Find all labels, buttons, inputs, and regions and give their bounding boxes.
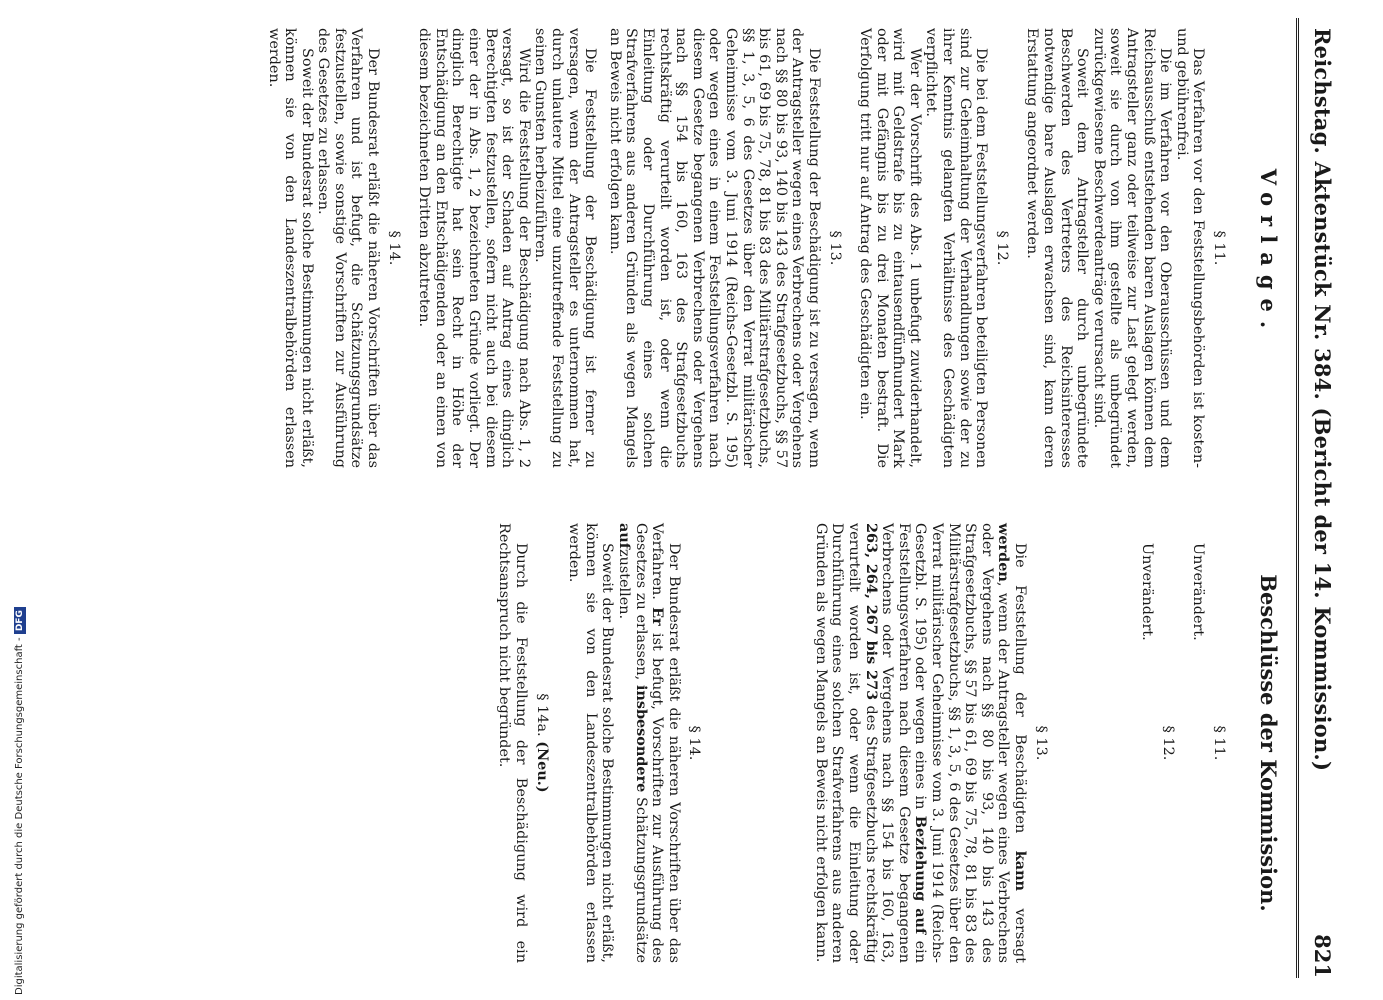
paragraph: Soweit dem Antragsteller durch unbegründete Beschwerden des Vertreters des Reichsinteresses notwendige bare Auslagen erwachsen sind, kann deren Erstattung angeordnet werden.	[1024, 28, 1091, 468]
paragraph: Wird die Feststellung der Beschädigung nach Abs. 1, 2 versagt, so ist der Schaden auf Antrag eines dinglich Berechtigten festzustellen, sofern nicht auch bei diesem einer der in Abs. 1, 2 bezeichneten Gründe vorliegt. Der dinglich Berechtigte hat sein Recht in Höhe der Entschädigung an den Entschädigenden oder an einen von diesem bezeichneten Dritten abzutreten.	[416, 28, 532, 468]
left-column-heading: Vorlage.	[1256, 168, 1281, 338]
section-title: § 12.	[1159, 725, 1176, 761]
digitization-credit	[14, 603, 26, 995]
paragraph: Die Feststellung der Beschädigung ist ferner zu versagen, wenn der Antragsteller es unternommen hat, durch unlautere Mittel eine unzutreffende Feststellung zu seinen Gunsten herbeizuführen.	[532, 28, 599, 468]
section-title: § 14.	[686, 725, 703, 761]
page-number: 821	[1310, 934, 1335, 978]
credit-text: Digitalisierung gefördert durch die Deutsche Forschungsgemeinschaft -	[14, 637, 25, 995]
paragraph: Die im Verfahren vor den Oberausschüssen und dem Reichsausschuß entstehenden baren Auslagen können dem Antragsteller ganz oder teilweise zur Last gelegt werden, soweit sie durch von ihm gestellte als unbegründet zurückgewiesene Beschwerdeanträge verursacht sind.	[1090, 28, 1174, 468]
header-title: Reichstag. Aktenstück Nr. 384. (Bericht der 14. Kommission.)	[1310, 28, 1335, 772]
section-title: § 13.	[1032, 725, 1049, 761]
paragraph: Der Bundesrat erläßt die näheren Vorschriften über das Verfahren und ist befugt, die Schätzungsgrundsätze festzustellen, sowie sonstige Vorschriften zur Ausführung des Gesetzes zu erlassen.	[315, 28, 382, 468]
section-title: § 11.	[1211, 725, 1227, 761]
paragraph: Die bei dem Feststellungsverfahren beteiligten Personen sind zur Geheimhaltung der Verhandlungen sowie der zu ihrer Kenntnis gelangten Verhältnisse des Geschädigten verpflichtet.	[923, 28, 990, 468]
section-title: § 14.	[385, 230, 402, 266]
left-column-vorlage	[251, 28, 1235, 468]
paragraph: Der Bundesrat erläßt die näheren Vorschriften über das Verfahren. Er ist befugt, Vorschriften zur Ausführung des Gesetzes zu erlassen, insbesondere Schätzungsgrundsätze aufzustellen.	[615, 523, 682, 963]
section-title: § 12.	[993, 230, 1010, 266]
paragraph: Das Verfahren vor den Feststellungsbehörden ist kosten- und gebührenfrei.	[1173, 28, 1207, 468]
paragraph: Wer der Vorschrift des Abs. 1 unbefugt zuwiderhandelt, wird mit Geldstrafe bis zu eintausendfünfhundert Mark oder mit Gefängnis bis zu drei Monaten bestraft. Die Verfolgung tritt nur auf Antrag des Geschädigten ein.	[857, 28, 923, 468]
right-column-beschluesse	[482, 523, 1235, 963]
paragraph: Soweit der Bundesrat solche Bestimmungen nicht erläßt, können sie von den Landeszentralbehörden erlassen werden.	[566, 523, 616, 963]
section-title: § 14a. (Neu.)	[533, 693, 551, 793]
dfg-logo: DFG	[14, 607, 26, 634]
paragraph: Unverändert.	[1190, 543, 1207, 641]
paragraph: Durch die Feststellung der Beschädigung wird ein Rechtsanspruch nicht begründet.	[496, 523, 529, 963]
section-title: § 11.	[1211, 230, 1227, 266]
header-rule	[1296, 18, 1299, 978]
page-header	[1299, 28, 1335, 978]
paragraph: Unverändert.	[1139, 543, 1156, 641]
right-column-heading: Beschlüsse der Kommission.	[1256, 574, 1281, 912]
paragraph: Die Feststellung der Beschädigung ist zu versagen, wenn der Antragsteller wegen eines Verbrechens oder Vergehens nach §§ 80 bis 93, 140 bis 143 des Strafgesetzbuchs, §§ 57 bis 61, 69 bis 75, 78, 81 bis 83 des Militärstrafgesetzbuchs, §§ 1, 3, 5, 6 des Gesetzes über den Verrat militärischer Geheimnisse vom 3. Juni 1914 (Reichs-Gesetzbl. S. 195) oder wegen eines in einem Feststellungsverfahren nach diesem Gesetze begangenen Verbrechens oder Vergehens nach §§ 154 bis 160, 163 des Strafgesetzbuchs rechtskräftig verurteilt worden ist, oder wenn die Einleitung oder Durchführung eines solchen Strafverfahrens aus anderen Gründen als wegen Mangels an Beweis nicht erfolgen kann.	[606, 28, 822, 468]
rotated-document-page	[150, 18, 1335, 978]
section-title: § 13.	[826, 230, 843, 266]
paragraph: Die Feststellung der Beschädigten kann versagt werden, wenn der Antragsteller wegen eines Verbrechens oder Vergehens nach §§ 80 bis 93, 140 bis 143 des Strafgesetzbuchs, §§ 57 bis 61, 69 bis 75, 78, 81 bis 83 des Militärstrafgesetzbuchs, §§ 1, 3, 5, 6 des Gesetzes über den Verrat militärischer Geheimnisse vom 3. Juni 1914 (Reichs-Gesetzbl. S. 195) oder wegen eines in Beziehung auf ein Feststellungsverfahren nach diesem Gesetze begangenen Verbrechens oder Vergehens nach §§ 154 bis 160, 163, 263, 264, 267 bis 273 des Strafgesetzbuchs rechtskräftig verurteilt worden ist, oder wenn die Einleitung oder Durchführung eines solchen Strafverfahrens aus anderen Gründen als wegen Mangels an Beweis nicht erfolgen kann.	[812, 523, 1030, 964]
paragraph: Soweit der Bundesrat solche Bestimmungen nicht erläßt, können sie von den Landeszentralbehörden erlassen werden.	[265, 28, 315, 468]
